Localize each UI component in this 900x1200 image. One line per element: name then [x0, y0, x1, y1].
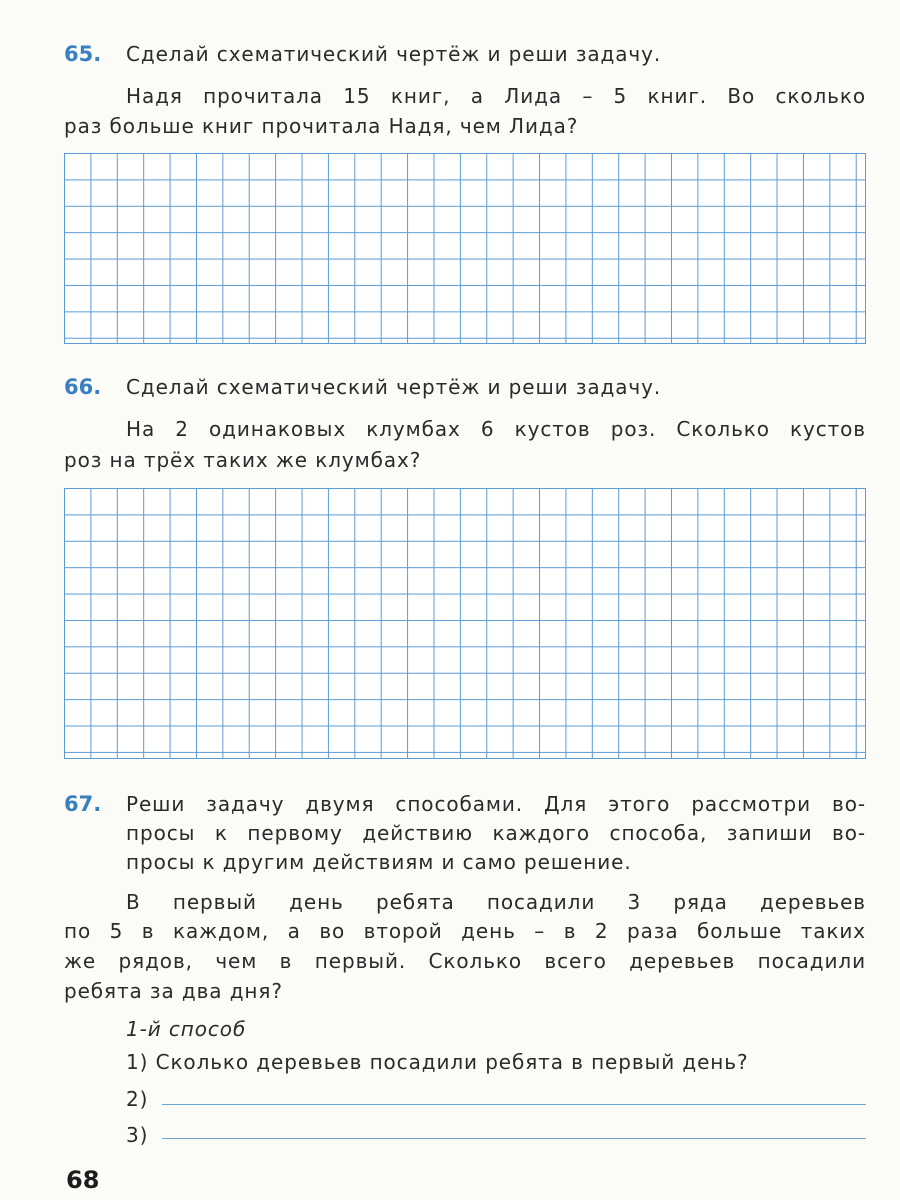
task-67-number: 67.	[64, 792, 102, 816]
task-66-instruction: Сделай схематический чертёж и реши задачу.	[126, 375, 662, 399]
task-66-number: 66.	[64, 375, 102, 399]
task-67-instruction-line-3: просы к другим действиям и само решение.	[126, 850, 632, 874]
task-67-problem-line-4: ребята за два дня?	[64, 979, 283, 1003]
task-67-problem-line-1: В первый день ребята посадили 3 ряда деревьев	[126, 890, 866, 914]
task-67-instruction-line-1: Реши задачу двумя способами. Для этого рассмотри во-	[126, 792, 866, 816]
task-67-step-1: 1) Сколько деревьев посадили ребята в первый день?	[126, 1050, 749, 1074]
task-67-problem-line-3: же рядов, чем в первый. Сколько всего деревьев посадили	[64, 949, 866, 973]
task-66-problem-line-2: роз на трёх таких же клумбах?	[64, 448, 422, 472]
task-65-number: 65.	[64, 42, 102, 66]
task-67-method-label: 1-й способ	[126, 1017, 247, 1041]
task-67-problem-line-2: по 5 в каждом, а во второй день – в 2 раза больше таких	[64, 919, 866, 943]
task-66-problem-line-1: На 2 одинаковых клумбах 6 кустов роз. Сколько кустов	[126, 417, 866, 441]
task-65-instruction: Сделай схематический чертёж и реши задачу.	[126, 42, 662, 66]
task-66-drawing-grid[interactable]	[64, 488, 866, 759]
task-65-problem-line-1: Надя прочитала 15 книг, а Лида – 5 книг. Во сколько	[126, 84, 866, 108]
task-67-step-2-answer-line[interactable]	[162, 1104, 866, 1105]
task-65-problem-line-2: раз больше книг прочитала Надя, чем Лида?	[64, 114, 579, 138]
page-number: 68	[66, 1166, 100, 1194]
task-67-instruction-line-2: просы к первому действию каждого способа, запиши во-	[126, 821, 866, 845]
task-67-step-2-label: 2)	[126, 1087, 149, 1111]
task-67-step-3-answer-line[interactable]	[162, 1138, 866, 1139]
task-67-step-3-label: 3)	[126, 1123, 149, 1147]
task-65-drawing-grid[interactable]	[64, 153, 866, 344]
